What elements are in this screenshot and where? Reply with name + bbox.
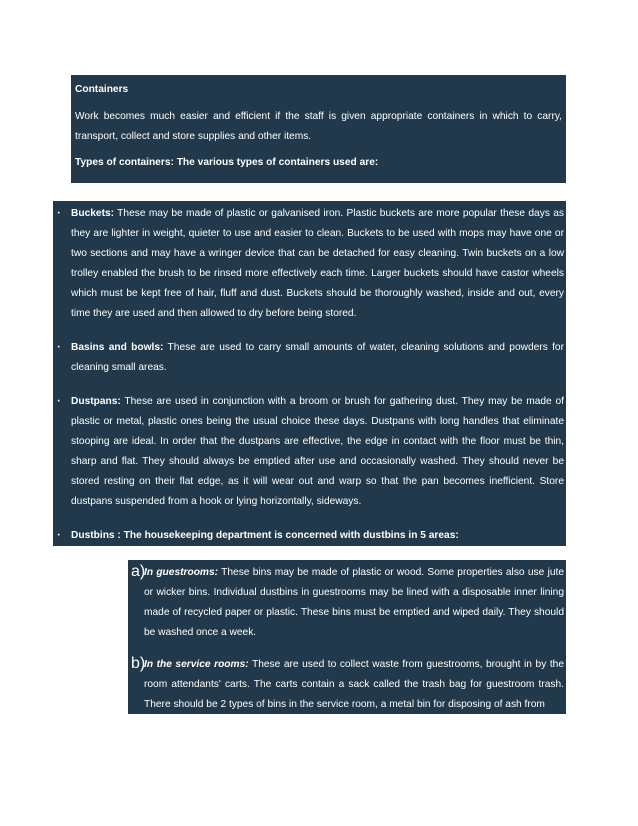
item-term: Basins and bowls: [71,342,164,353]
item-term: Dustpans: [71,396,121,407]
item-text: These are used to carry small amounts of water, cleaning solutions and powders for cleaning small areas. [71,342,564,373]
subitem-label: a) [131,563,146,580]
dustbin-areas-block [128,560,566,714]
bullet-glyph: · [56,338,62,355]
subitem-service-rooms [131,655,564,715]
subitem-term: In the service rooms: [144,659,249,670]
bullet-glyph: · [56,204,62,221]
containers-intro: Work becomes much easier and efficient if the staff is given appropriate containers in which to carry, transport, collect and store supplies and other items. [75,111,562,142]
bullet-glyph: · [56,526,62,543]
basins-item [56,338,564,378]
containers-block [71,75,566,183]
dustbins-heading-item [56,526,564,546]
container-types-block [53,201,566,546]
bullet-glyph: · [56,392,62,409]
bucket-item [56,204,564,324]
subitem-label: b) [131,655,146,672]
subitem-text: These are used to collect waste from guestrooms, brought in by the room attendants' carts. The carts contain a sack called the trash bag for guestroom trash. There should be 2 types of bins in the service room, a metal bin for disposing of ash from [144,659,564,710]
subitem-text: These bins may be made of plastic or wood. Some properties also use jute or wicker bins. Individual dustbins in guestrooms may be lined with a disposable inner lining made of recycled paper or plastic. These bins must be emptied and wiped daily. They should be washed once a week. [144,567,564,638]
subitem-guestrooms [131,563,564,643]
subitem-term: In guestrooms: [144,567,219,578]
item-text: These may be made of plastic or galvanised iron. Plastic buckets are more popular these days as they are lighter in weight, quieter to use and easier to clean. Buckets to be used with mops may have one or two sections and may have a wringer device that can be detached for easy cleaning. Twin buckets on a low trolley enabled the brush to be rinsed more effectively each time. Larger buckets should have castor wheels which must be kept free of hair, fluff and dust. Buckets should be thoroughly washed, inside and out, every time they are used and then allowed to dry before being stored. [71,208,564,319]
types-heading: Types of containers: The various types of containers used are: [75,157,379,168]
item-text: These are used in conjunction with a broom or brush for gathering dust. They may be made of plastic or metal, plastic ones being the usual choice these days. Dustpans with long handles that eliminate stooping are ideal. In order that the dustpans are effective, the edge in contact with the floor must be thin, sharp and flat. They should always be emptied after use and occasionally washed. They should never be stored resting on their flat edge, as it will wear out and warp so that the pan becomes inefficient. Store dustpans suspended from a hook or lying horizontally, sideways. [71,396,564,507]
dustbins-heading: Dustbins : The housekeeping department is concerned with dustbins in 5 areas: [71,530,459,541]
dustpans-item [56,392,564,512]
item-term: Buckets: [71,208,115,219]
containers-heading: Containers [75,84,129,95]
